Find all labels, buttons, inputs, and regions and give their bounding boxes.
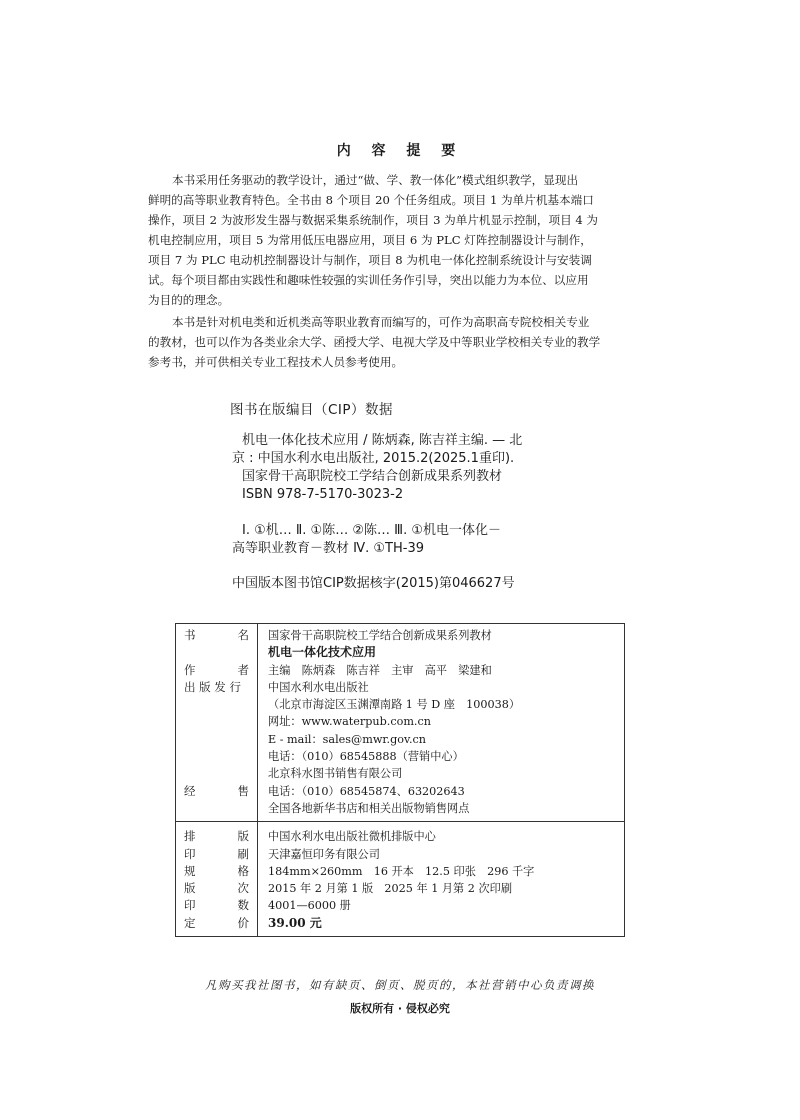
cip-entry [232,432,522,504]
label-printing: 印 刷 [184,846,249,861]
copyright-notice: 版权所有 · 侵权必究 [350,1002,450,1015]
text-line: 机电控制应用，项目 5 为常用低压电器应用，项目 6 为 PLC 灯阵控制器设计与制作， [148,233,592,247]
value-series: 国家骨干高职院校工学结合创新成果系列教材 [268,629,492,642]
value-publisher: 中国水利水电出版社 [268,680,369,694]
text-line: 本书是针对机电类和近机类高等职业教育而编写的，可作为高职高专院校相关专业 [172,315,590,329]
info-values [258,822,624,936]
value-phone: 电话：（010）68545888（营销中心） [268,750,464,764]
value-website: 网址：www.waterpub.com.cn [268,715,431,729]
summary-paragraph-2 [148,312,664,372]
value-authors: 主编 陈炳森 陈吉祥 主审 高平 梁建和 [268,663,492,677]
cip-line: 高等职业教育－教材 Ⅳ. ①TH-39 [232,541,424,556]
label-spacer [184,731,257,748]
summary-paragraph-1 [148,170,664,310]
label-distributor: 经 售 [184,783,249,798]
value-print-run: 4001—6000 册 [268,899,351,913]
value-printer: 天津嘉恒印务有限公司 [268,847,380,861]
value-format: 184mm×260mm 16 开本 12.5 印张 296 千字 [268,864,535,878]
info-section-publishing [176,624,624,822]
cip-classification [232,522,501,558]
cip-line: 国家骨干高职院校工学结合创新成果系列教材 [242,469,503,484]
label-author: 作 者 [184,662,249,677]
label-typesetting: 排 版 [184,829,249,844]
value-typesetting: 中国水利水电出版社微机排版中心 [268,830,436,844]
label-format: 规 格 [184,863,249,878]
cip-line: 中国版本图书馆CIP数据核字(2015)第046627号 [232,576,515,591]
value-book-title: 机电一体化技术应用 [268,645,377,660]
label-spacer [184,748,257,765]
publication-info-table [175,623,625,937]
text-line: 项目 7 为 PLC 电动机控制器设计与制作，项目 8 为机电一体化控制系统设计与安装调 [148,253,592,267]
label-print-run: 印 数 [184,898,249,913]
text-line: 参考书，并可供相关专业工程技术人员参考使用。 [148,355,404,369]
value-price: 39.00 元 [268,915,322,930]
value-edition: 2015 年 2 月第 1 版 2025 年 1 月第 2 次印刷 [268,882,513,896]
value-distributor: 北京科水图书销售有限公司 [268,767,403,781]
label-spacer [184,713,257,730]
cip-line: 机电一体化技术应用 / 陈炳森, 陈吉祥主编. — 北 [242,433,523,448]
summary-title: 内 容 提 要 [336,143,464,159]
text-line: 为目的的理念。 [148,293,230,307]
label-publisher: 出 版 发 行 [184,679,241,694]
cip-number [232,575,515,593]
label-price: 定 价 [184,915,249,930]
text-line: 的教材，也可以作为各类业余大学、函授大学、电视大学及中等职业学校相关专业的教学 [148,335,601,349]
text-line: 操作，项目 2 为波形发生器与数据采集系统制作，项目 3 为单片机显示控制，项目 4 为 [148,213,599,227]
exchange-notice: 凡购买我社图书，如有缺页、倒页、脱页的，本社营销中心负责调换 [205,978,595,992]
label-spacer [184,696,257,713]
value-email: E - mail：sales@mwr.gov.cn [268,732,426,746]
value-retailers: 全国各地新华书店和相关出版物销售网点 [268,801,470,815]
info-section-printing [176,822,624,937]
cip-line: Ⅰ. ①机… Ⅱ. ①陈… ②陈… Ⅲ. ①机电一体化－ [242,523,502,538]
info-labels [176,624,258,821]
label-spacer [184,644,257,661]
cip-line: ISBN 978-7-5170-3023-2 [242,487,404,502]
label-book-title: 书 名 [184,628,249,642]
info-values [258,624,624,821]
cip-heading: 图书在版编目（CIP）数据 [230,402,394,418]
text-line: 试。每个项目都由实践性和趣味性较强的实训任务作引导，突出以能力为本位、以应用 [148,273,589,287]
cip-line: 京 : 中国水利水电出版社, 2015.2(2025.1重印). [232,451,515,466]
label-spacer [184,765,257,782]
info-labels [176,822,258,936]
text-line: 本书采用任务驱动的教学设计，通过“做、学、教一体化”模式组织教学，显现出 [172,173,579,187]
text-line: 鲜明的高等职业教育特色。全书由 8 个项目 20 个任务组成。项目 1 为单片机基本端口 [148,193,594,207]
value-distributor-phone: 电话：（010）68545874、63202643 [268,784,465,798]
value-address: （北京市海淀区玉渊潭南路 1 号 D 座 100038） [268,698,521,712]
label-edition: 版 次 [184,881,249,896]
